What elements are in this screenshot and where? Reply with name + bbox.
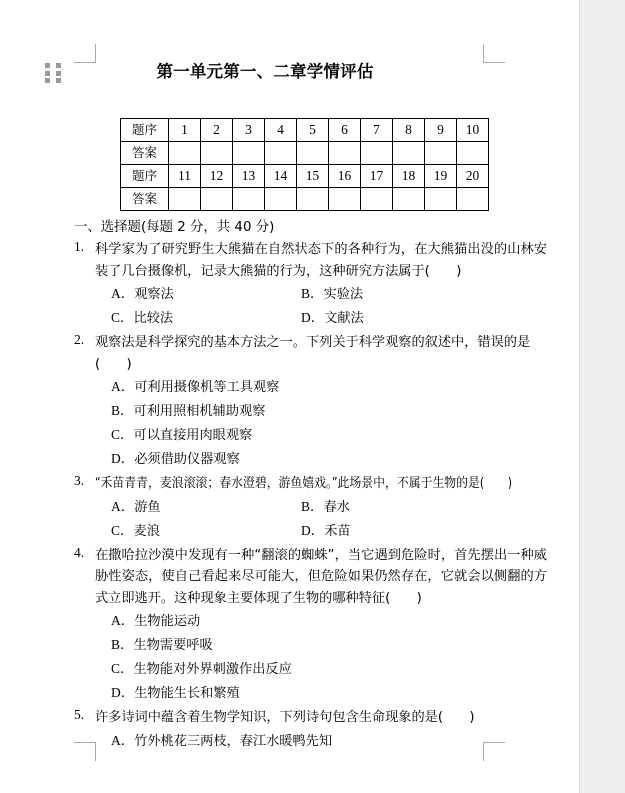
question-number: 4.	[74, 544, 85, 560]
option-key: A．	[111, 732, 135, 748]
option-key: A．	[111, 613, 135, 628]
option-row	[111, 306, 547, 330]
option-row	[111, 633, 547, 657]
answer-grid-answer-cell[interactable]	[297, 142, 329, 165]
answer-grid-number-cell: 8	[393, 119, 425, 142]
option-row	[111, 519, 547, 543]
option-a[interactable]	[111, 282, 301, 306]
option-b[interactable]	[301, 495, 491, 519]
option-row	[111, 282, 547, 306]
option-label: 生物能对外界刺激作出反应	[133, 662, 292, 677]
option-label: 观察法	[134, 287, 174, 302]
option-key: D．	[111, 685, 135, 700]
option-row	[111, 447, 547, 471]
question-list	[0, 239, 579, 753]
option-row	[111, 657, 547, 681]
option-c[interactable]	[111, 306, 301, 330]
answer-grid-answer-cell[interactable]	[265, 142, 297, 165]
answer-grid-number-cell: 10	[457, 119, 489, 142]
option-row	[111, 399, 547, 423]
option-label: 可利用照相机辅助观察	[133, 404, 266, 419]
question-text: “禾苗青青，麦浪滚滚；春水澄碧，游鱼嬉戏。”此场景中，不属于生物的是( )	[95, 476, 512, 491]
page-title: 第一单元第一、二章学情评估	[156, 62, 374, 81]
option-key: B．	[301, 498, 324, 514]
answer-grid-number-cell: 2	[201, 119, 233, 142]
option-b[interactable]	[301, 282, 491, 306]
option-list	[111, 609, 547, 705]
answer-grid-number-cell: 20	[457, 165, 489, 188]
answer-grid-row	[121, 142, 489, 165]
option-row	[111, 729, 547, 753]
option-d[interactable]	[301, 306, 491, 330]
answer-grid-number-cell: 19	[425, 165, 457, 188]
answer-grid-answer-cell[interactable]	[425, 142, 457, 165]
option-key: B．	[301, 286, 324, 301]
answer-grid-row-label: 答案	[121, 188, 169, 211]
option-a[interactable]	[111, 609, 547, 633]
option-b[interactable]	[111, 399, 547, 423]
page-gutter	[579, 0, 625, 793]
answer-grid-number-cell: 5	[297, 119, 329, 142]
answer-grid-answer-cell[interactable]	[393, 142, 425, 165]
answer-grid-table	[120, 118, 489, 211]
option-label: 实验法	[323, 287, 364, 302]
question-number: 5.	[74, 707, 85, 722]
option-row	[111, 681, 547, 705]
answer-grid-number-cell: 18	[393, 165, 425, 188]
question-text: 观察法是科学探究的基本方法之一。下列关于科学观察的叙述中，错误的是	[95, 335, 531, 350]
option-key: C．	[111, 661, 134, 676]
answer-grid-answer-cell[interactable]	[329, 188, 361, 211]
option-row	[111, 423, 547, 447]
answer-grid-number-cell: 1	[169, 119, 201, 142]
option-key: B．	[111, 637, 134, 652]
option-key: A．	[111, 498, 135, 514]
question-block	[0, 332, 579, 471]
option-label: 禾苗	[324, 523, 351, 539]
answer-grid-answer-cell[interactable]	[169, 188, 201, 211]
answer-grid-number-cell: 15	[297, 165, 329, 188]
option-label: 生物能运动	[134, 614, 201, 629]
question-block	[0, 707, 579, 753]
option-c[interactable]	[111, 423, 547, 447]
answer-grid-row-label: 题序	[121, 165, 169, 188]
question-block	[0, 545, 579, 706]
answer-grid-answer-cell[interactable]	[233, 142, 265, 165]
answer-grid-answer-cell[interactable]	[361, 142, 393, 165]
answer-grid-answer-cell[interactable]	[457, 188, 489, 211]
option-label: 春水	[323, 499, 350, 515]
answer-grid-number-cell: 12	[201, 165, 233, 188]
answer-grid-row-label: 题序	[121, 119, 169, 142]
option-key: C．	[111, 310, 134, 325]
answer-grid-answer-cell[interactable]	[201, 142, 233, 165]
answer-grid-number-cell: 13	[233, 165, 265, 188]
option-d[interactable]	[111, 447, 547, 471]
option-label: 必须借助仪器观察	[134, 452, 240, 467]
option-list	[111, 375, 547, 471]
question-number: 1.	[74, 239, 85, 254]
answer-grid-row	[121, 165, 489, 188]
answer-grid-number-cell: 16	[329, 165, 361, 188]
option-key: D．	[301, 310, 325, 325]
option-a[interactable]	[111, 375, 547, 399]
option-c[interactable]	[111, 519, 301, 543]
option-key: D．	[111, 451, 135, 466]
option-d[interactable]	[301, 519, 491, 543]
answer-grid-number-cell: 3	[233, 119, 265, 142]
answer-grid-row	[121, 119, 489, 142]
option-label: 可利用摄像机等工具观察	[134, 380, 280, 395]
question-number: 2.	[74, 332, 85, 347]
option-label: 生物需要呼吸	[133, 638, 213, 653]
question-number: 3.	[74, 473, 85, 488]
answer-grid-answer-cell[interactable]	[361, 188, 393, 211]
question-text: 许多诗词中蕴含着生物学知识，下列诗句包含生命现象的是( )	[95, 710, 475, 725]
answer-grid-answer-cell[interactable]	[297, 188, 329, 211]
answer-grid-answer-cell[interactable]	[329, 142, 361, 165]
answer-grid-answer-cell[interactable]	[393, 188, 425, 211]
option-key: A．	[111, 379, 135, 394]
question-block	[0, 473, 579, 543]
answer-grid-answer-cell[interactable]	[169, 142, 201, 165]
question-block	[0, 239, 579, 330]
answer-grid-answer-cell[interactable]	[457, 142, 489, 165]
answer-grid-answer-cell[interactable]	[425, 188, 457, 211]
option-key: C．	[111, 427, 134, 442]
answer-grid-answer-cell[interactable]	[233, 188, 265, 211]
answer-grid-row	[121, 188, 489, 211]
answer-grid-number-cell: 9	[425, 119, 457, 142]
option-d[interactable]	[111, 681, 547, 705]
answer-grid-number-cell: 6	[329, 119, 361, 142]
option-key: C．	[111, 522, 134, 538]
question-content	[0, 216, 579, 755]
answer-grid-number-cell: 4	[265, 119, 297, 142]
answer-grid-number-cell: 14	[265, 165, 297, 188]
question-text: 科学家为了研究野生大熊猫在自然状态下的各种行为，在大熊猫出没的山林安装了几台摄像机，记录大熊猫的行为，这种研究方法属于( )	[95, 242, 547, 279]
option-row	[111, 375, 547, 399]
option-row	[111, 609, 547, 633]
answer-grid-answer-cell[interactable]	[265, 188, 297, 211]
option-key: D．	[301, 522, 325, 538]
option-label: 麦浪	[133, 523, 160, 539]
option-label: 可以直接用肉眼观察	[133, 428, 253, 443]
option-row	[111, 495, 547, 519]
option-b[interactable]	[111, 633, 547, 657]
option-list	[111, 729, 547, 753]
option-label: 文献法	[324, 311, 364, 326]
option-label: 游鱼	[134, 499, 161, 515]
section-heading: 一、选择题(每题 2 分，共 40 分)	[74, 220, 275, 235]
option-label: 比较法	[133, 311, 174, 326]
option-label: 生物能生长和繁殖	[134, 686, 240, 701]
option-a[interactable]	[111, 729, 547, 753]
option-list	[111, 495, 547, 543]
option-list	[111, 282, 547, 330]
answer-grid-number-cell: 17	[361, 165, 393, 188]
answer-grid-body	[121, 119, 489, 211]
option-key: B．	[111, 403, 134, 418]
answer-grid-row-label: 答案	[121, 142, 169, 165]
answer-grid-number-cell: 11	[169, 165, 201, 188]
question-text-tail: ( )	[95, 356, 132, 372]
answer-grid-number-cell: 7	[361, 119, 393, 142]
answer-grid-answer-cell[interactable]	[201, 188, 233, 211]
question-text: 在撒哈拉沙漠中发现有一种“翻滚的蜘蛛”，当它遇到危险时，首先摆出一种威胁性姿态，使自己看起来尽可能大，但危险如果仍然存在，它就会以侧翻的方式立即逃开。这种现象主要体现了生物的哪种特征( )	[95, 547, 547, 606]
option-label: 竹外桃花三两枝，春江水暖鸭先知	[134, 733, 333, 749]
option-key: A．	[111, 286, 135, 301]
option-a[interactable]	[111, 495, 301, 519]
option-c[interactable]	[111, 657, 547, 681]
